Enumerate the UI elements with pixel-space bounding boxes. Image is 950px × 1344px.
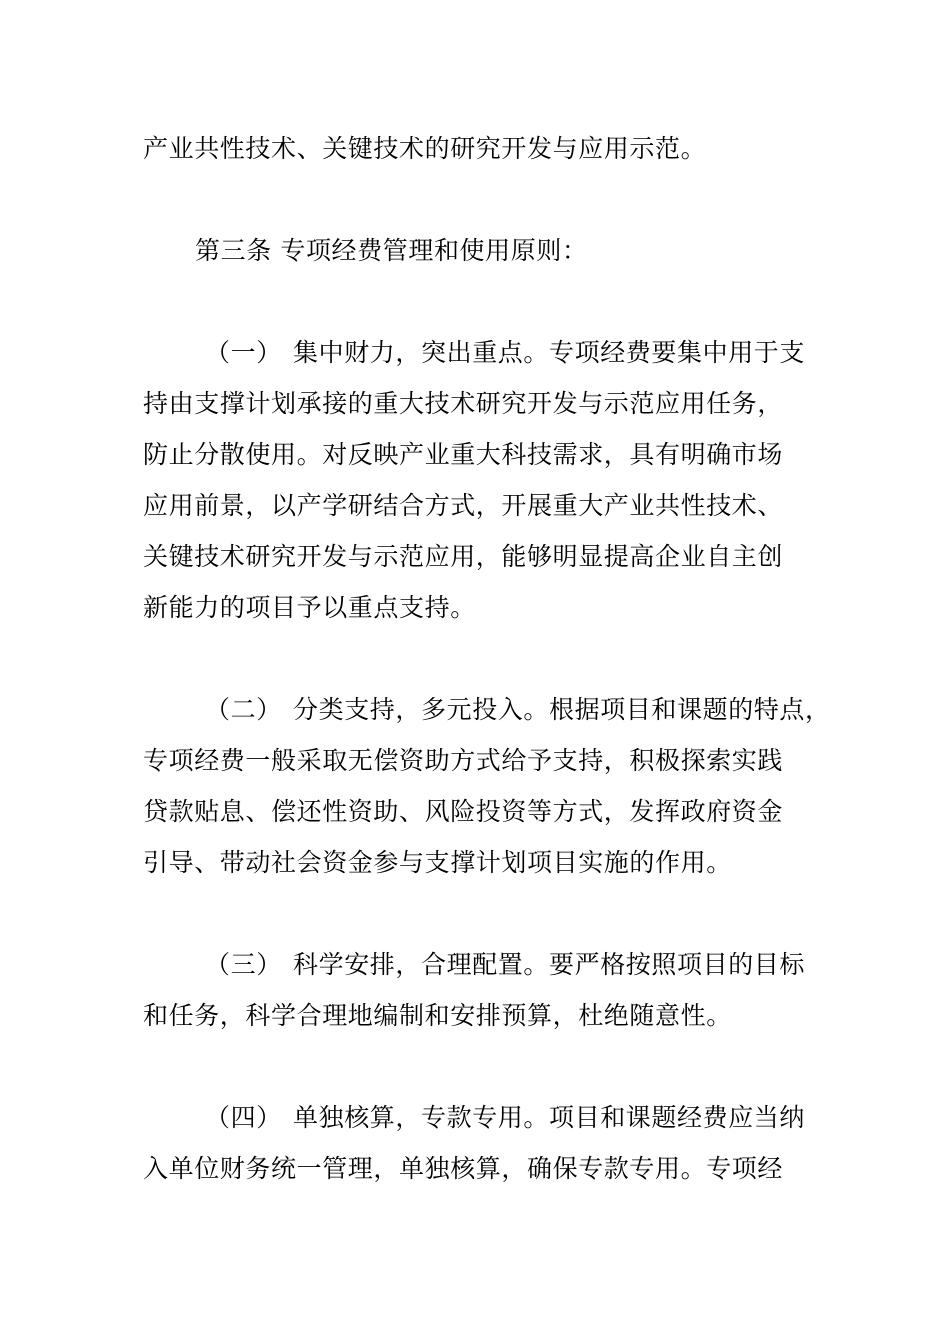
item-number: （三） xyxy=(205,950,282,979)
item-number: （一） xyxy=(205,338,282,367)
paragraph-line: 新能力的项目予以重点支持。 xyxy=(143,593,476,622)
item-4-first-line xyxy=(195,1101,805,1135)
item-number: （四） xyxy=(205,1103,282,1132)
item-2-first-line xyxy=(195,693,831,727)
paragraph-line: 入单位财务统一管理，单独核算，确保专款专用。专项经 xyxy=(143,1154,784,1183)
paragraph-line: 引导、带动社会资金参与支撑计划项目实施的作用。 xyxy=(143,848,732,877)
item-number: （二） xyxy=(205,695,282,724)
item-4-text: 单独核算，专款专用。项目和课题经费应当纳 xyxy=(293,1103,806,1132)
paragraph-line: 应用前景，以产学研结合方式，开展重大产业共性技术、 xyxy=(143,491,784,520)
item-3-first-line xyxy=(195,948,805,982)
article-heading: 第三条 专项经费管理和使用原则： xyxy=(195,236,588,265)
paragraph-line: 持由支撑计划承接的重大技术研究开发与示范应用任务， xyxy=(143,389,784,418)
paragraph-line: 贷款贴息、偿还性资助、风险投资等方式，发挥政府资金 xyxy=(143,797,784,826)
item-2-text: 分类支持，多元投入。根据项目和课题的特点， xyxy=(293,695,831,724)
item-3-text: 科学安排，合理配置。要严格按照项目的目标 xyxy=(293,950,806,979)
paragraph-line: 和任务，科学合理地编制和安排预算，杜绝随意性。 xyxy=(143,1001,732,1030)
item-1-text: 集中财力，突出重点。专项经费要集中用于支 xyxy=(293,338,806,367)
paragraph-line: 专项经费一般采取无偿资助方式给予支持，积极探索实践 xyxy=(143,746,784,775)
paragraph-line: 产业共性技术、关键技术的研究开发与应用示范。 xyxy=(143,134,707,163)
paragraph-line: 防止分散使用。对反映产业重大科技需求，具有明确市场 xyxy=(143,440,784,469)
item-1-first-line xyxy=(195,336,805,370)
paragraph-line: 关键技术研究开发与示范应用，能够明显提高企业自主创 xyxy=(143,542,784,571)
